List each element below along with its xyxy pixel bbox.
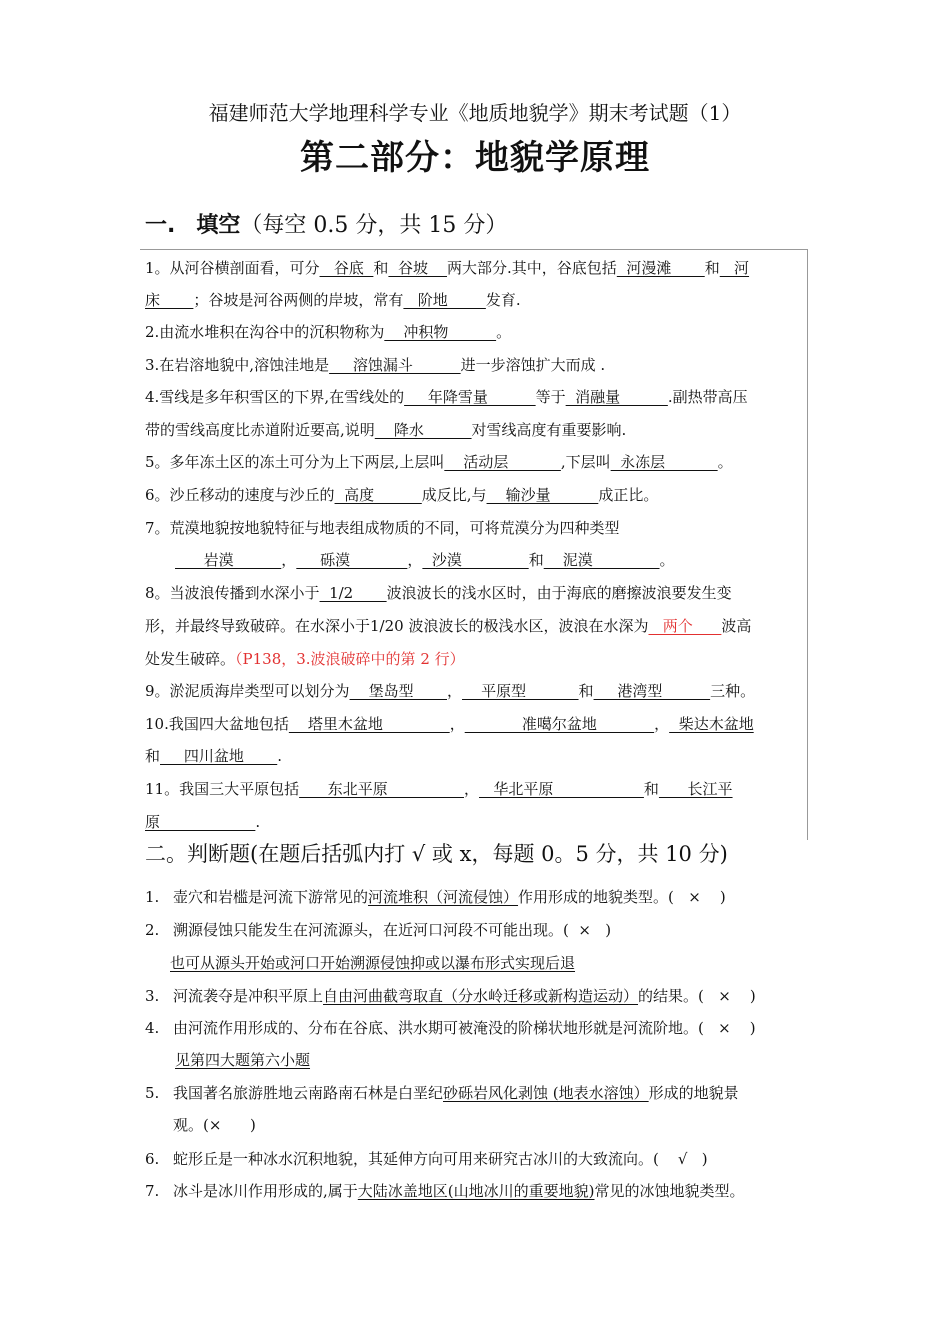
section1-heading: [145, 208, 507, 239]
blank: 1/2: [319, 584, 387, 602]
blank: 岩漠: [175, 551, 282, 569]
fill-q9: 9。淤泥质海岸类型可以划分为 堡岛型 ， 平原型 和 港湾型 三种。: [145, 682, 756, 700]
blank: 沙漠: [422, 551, 529, 569]
judge-q2-note: 也可从源头开始或河口开始溯源侵蚀抑或以瀑布形式实现后退: [170, 954, 576, 972]
judge-q7: 7. 冰斗是冰川作用形成的,属于大陆冰盖地区(山地冰川的重要地貌)常见的冰蚀地貌类型。: [145, 1182, 745, 1200]
judge-q1: 1. 壶穴和岩槛是河流下游常见的河流堆积（河流侵蚀）作用形成的地貌类型。( × ): [145, 888, 726, 906]
blank: 准噶尔盆地: [464, 715, 655, 733]
judge-q2: 2. 溯源侵蚀只能发生在河流源头，在近河口河段不可能出现。( × ): [145, 921, 612, 939]
blank: 东北平原: [299, 780, 464, 798]
blank: 高度: [334, 486, 422, 504]
judge-q6: 6. 蛇形丘是一种冰水沉积地貌，其延伸方向可用来研究古冰川的大致流向。( √ ): [145, 1150, 708, 1168]
exam-title: 福建师范大学地理科学专业《地质地貌学》期末考试题（1）: [208, 101, 742, 125]
blank: 活动层: [444, 453, 561, 471]
blank: 泥漠: [543, 551, 660, 569]
blank: 平原型: [462, 682, 579, 700]
blank: 输沙量: [486, 486, 599, 504]
judge-q3: 3. 河流袭夺是冲积平原上自由河曲截弯取直（分水岭迁移或新构造运动）的结果。( × ): [145, 987, 756, 1005]
fill-q1-line1: 1。从河谷横剖面看，可分 谷底 和 谷坡 两大部分.其中，谷底包括 河漫滩 和 河: [145, 259, 750, 277]
fill-q3: 3.在岩溶地貌中,溶蚀洼地是 溶蚀漏斗 进一步溶蚀扩大而成 .: [145, 356, 606, 374]
fill-q11-line1: 11。我国三大平原包括 东北平原 ， 华北平原 和 长江平: [145, 780, 733, 798]
section1-number: 一.: [145, 213, 176, 238]
fill-q8-line1: 8。当波浪传播到水深小于 1/2 波浪波长的浅水区时，由于海底的磨擦波浪要发生变: [145, 584, 732, 602]
blank: 河: [719, 259, 750, 277]
fill-q11-line2: 原 .: [145, 813, 261, 831]
blank: 堡岛型: [349, 682, 447, 700]
fill-q8-line2: 形，并最终导致破碎。在水深小于1/20 波浪波长的极浅水区，波浪在水深为 两个 波高: [145, 617, 752, 635]
fill-q6: 6。沙丘移动的速度与沙丘的 高度 成反比,与 输沙量 成正比。: [145, 486, 659, 504]
judge-q4-note: 见第四大题第六小题: [175, 1051, 311, 1069]
fill-q10-line2: 和 四川盆地 .: [145, 747, 283, 765]
blank: 河漫滩: [616, 259, 705, 277]
blank: 消融量: [565, 388, 668, 406]
blank: 冲积物: [384, 323, 497, 341]
fill-q2: 2.由流水堆积在沟谷中的沉积物称为 冲积物 。: [145, 323, 512, 341]
page-reference-note: （P138，3.波浪破碎中的第 2 行）: [235, 650, 465, 668]
section2-heading: 二。判断题(在题后括弧内打 √ 或 x，每题 0。5 分，共 10 分): [145, 842, 728, 866]
blank: 原: [145, 813, 256, 831]
fill-q5: 5。多年冻土区的冻土可分为上下两层,上层叫 活动层 ,下层叫 永冻层 。: [145, 453, 733, 471]
blank: 四川盆地: [160, 747, 278, 765]
blank: 长江平: [658, 780, 733, 798]
section1-name: 填空: [196, 213, 241, 238]
fill-q8-line3: 处发生破碎。（P138，3.波浪破碎中的第 2 行）: [145, 650, 465, 668]
judge-q4: 4. 由河流作用形成的、分布在谷底、洪水期可被淹没的阶梯状地形就是河流阶地。( × ): [145, 1019, 756, 1037]
fill-q1-line2: 床 ；谷坡是河谷两侧的岸坡，常有 阶地 发育.: [145, 291, 521, 309]
blank: 年降雪量: [404, 388, 536, 406]
fill-q10-line1: 10.我国四大盆地包括 塔里木盆地 ， 准噶尔盆地 ， 柴达木盆地: [145, 715, 754, 733]
blank: 塔里木盆地: [288, 715, 450, 733]
blank: 港湾型: [593, 682, 711, 700]
blank: 降水: [374, 421, 472, 439]
fill-q7-line1: 7。荒漠地貌按地貌特征与地表组成物质的不同，可将荒漠分为四种类型: [145, 519, 620, 537]
part-title: 第二部分：地貌学原理: [300, 138, 650, 178]
section1-note: （每空 0.5 分，共 15 分）: [240, 213, 508, 238]
blank: 谷底: [319, 259, 374, 277]
blank: 溶蚀漏斗: [329, 356, 461, 374]
blank: 阶地: [403, 291, 486, 309]
fill-q7-line2: 岩漠 ， 砾漠 ， 沙漠 和 泥漠 。: [175, 551, 675, 569]
fill-q4-line2: 带的雪线高度比赤道附近要高,说明 降水 对雪线高度有重要影响.: [145, 421, 627, 439]
blank: 永冻层: [610, 453, 718, 471]
blank: 华北平原: [479, 780, 644, 798]
judge-q5: 5. 我国著名旅游胜地云南路南石林是白垩纪砂砾岩风化剥蚀 (地表水溶蚀）形成的地貌景: [145, 1084, 739, 1102]
blank: 谷坡: [388, 259, 448, 277]
fill-q4-line1: 4.雪线是多年积雪区的下界,在雪线处的 年降雪量 等于 消融量 .副热带高压: [145, 388, 748, 406]
blank: 柴达木盆地: [669, 715, 754, 733]
judge-q5-line2: 观。(× ): [173, 1116, 256, 1134]
blank: 床: [145, 291, 194, 309]
blank: 两个: [648, 617, 722, 635]
blank: 砾漠: [296, 551, 408, 569]
